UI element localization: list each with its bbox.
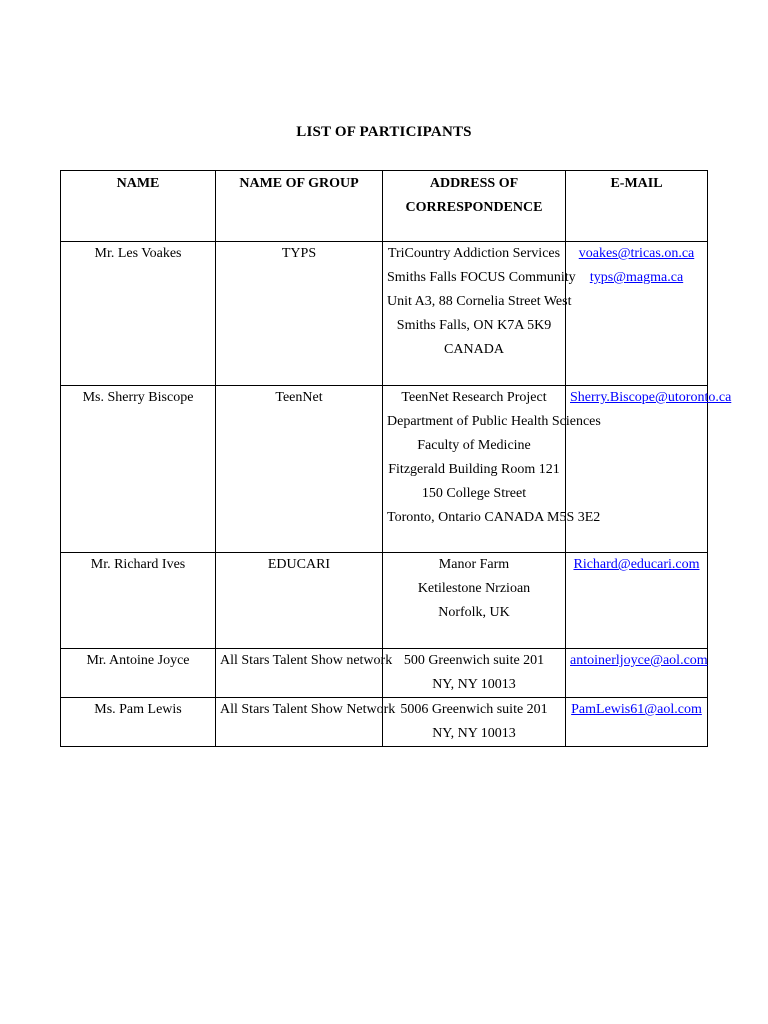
table-row [61,649,708,698]
participant-address [383,698,566,747]
table-row [61,553,708,649]
address-line: Ketilestone Nrzioan [417,581,531,596]
address-line: Department of Public Health Sciences [387,414,601,429]
table-row [61,698,708,747]
participant-address [383,242,576,386]
address-line: Manor Farm [438,557,510,572]
participant-group: All Stars Talent Show Network [216,698,383,747]
participant-address [383,553,566,649]
page-title: LIST OF PARTICIPANTS [296,124,472,140]
email-link[interactable]: voakes@tricas.on.ca [578,246,695,261]
participant-group: TeenNet [216,386,383,553]
table-header-row [61,171,708,242]
participant-name: Mr. Antoine Joyce [61,649,216,698]
address-line: Fitzgerald Building Room 121 [388,462,560,477]
address-line: NY, NY 10013 [432,677,516,692]
table-row [61,242,708,386]
address-line: 500 Greenwich suite 201 [403,653,545,668]
column-header-email: E-MAIL [566,171,708,242]
email-link[interactable]: Sherry.Biscope@utoronto.ca [570,390,732,405]
address-line: TeenNet Research Project [401,390,547,405]
participants-table [60,170,732,747]
address-line: Smiths Falls, ON K7A 5K9 [396,318,552,333]
address-line: Smiths Falls FOCUS Community [387,270,576,285]
address-line: Unit A3, 88 Cornelia Street West [387,294,572,309]
address-line: TriCountry Addiction Services [387,246,561,261]
email-link[interactable]: typs@magma.ca [589,270,684,285]
column-header-address [383,171,566,242]
participant-email [566,649,708,698]
participant-email [566,553,708,649]
address-line: Toronto, Ontario CANADA M5S 3E2 [387,510,601,525]
address-line: 5006 Greenwich suite 201 [400,702,548,717]
participant-group: All Stars Talent Show network [216,649,383,698]
column-header-address-line: ADDRESS OF [429,176,519,191]
participant-name: Ms. Pam Lewis [61,698,216,747]
address-line: 150 College Street [421,486,527,501]
email-link[interactable]: Richard@educari.com [573,557,700,572]
address-line: NY, NY 10013 [432,726,516,741]
participant-address [383,649,566,698]
email-link[interactable]: antoinerljoyce@aol.com [570,653,708,668]
column-header-group: NAME OF GROUP [216,171,383,242]
email-link[interactable]: PamLewis61@aol.com [571,702,702,717]
participant-name: Ms. Sherry Biscope [61,386,216,553]
participant-email [566,386,732,553]
table-row [61,386,708,553]
participant-group: EDUCARI [216,553,383,649]
address-line: Faculty of Medicine [417,438,531,453]
column-header-address-line: CORRESPONDENCE [405,200,543,215]
participant-group: TYPS [216,242,383,386]
participant-name: Mr. Les Voakes [61,242,216,386]
participant-name: Mr. Richard Ives [61,553,216,649]
address-line: CANADA [444,342,504,357]
participant-address [383,386,601,553]
address-line: Norfolk, UK [438,605,510,620]
participant-email [566,698,708,747]
participant-email [566,242,708,386]
column-header-name: NAME [61,171,216,242]
